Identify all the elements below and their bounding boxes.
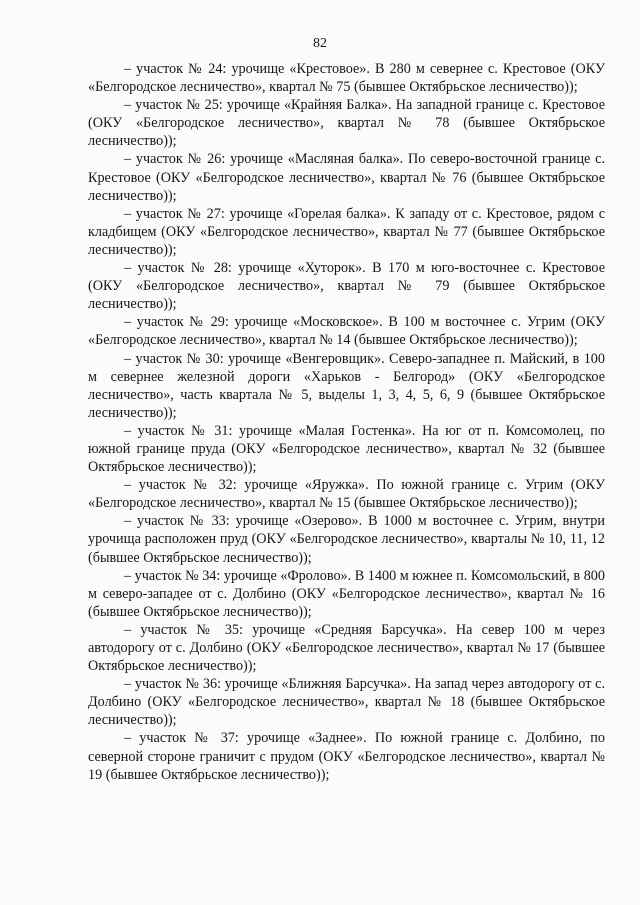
list-item: – участок № 36: урочище «Ближняя Барсучка». На запад через автодорогу от с. Долбино (ОКУ «Белгородское лесничество», квартал № 18 (бывшее Октябрьское лесничество)); [88, 676, 605, 729]
list-item: – участок № 35: урочище «Средняя Барсучка». На север 100 м через автодорогу от с. Долбино (ОКУ «Белгородское лесничество», квартал № 17 (бывшее Октябрьское лесничество)); [88, 621, 605, 675]
list-item: – участок № 32: урочище «Яружка». По южной границе с. Угрим (ОКУ «Белгородское лесничество», квартал № 15 (бывшее Октябрьское лесничество)); [88, 477, 605, 512]
document-body [88, 60, 605, 784]
list-item: – участок № 24: урочище «Крестовое». В 280 м севернее с. Крестовое (ОКУ «Белгородское лесничество», квартал № 75 (бывшее Октябрьское лесничество)); [88, 61, 605, 96]
list-item: – участок № 28: урочище «Хуторок». В 170 м юго-восточнее с. Крестовое (ОКУ «Белгородское лесничество», квартал № 79 (бывшее Октябрьское лесничество)); [88, 260, 605, 313]
list-item: – участок № 30: урочище «Венгеровщик». Северо-западнее п. Майский, в 100 м севернее железной дороги «Харьков - Белгород» (ОКУ «Белгородское лесничество», часть квартала № 5, выделы 1, 3, 4, 5, 6, 9 (бывшее Октябрьское лесничество)); [88, 350, 605, 421]
list-item: – участок № 27: урочище «Горелая балка». К западу от с. Крестовое, рядом с кладбищем (ОКУ «Белгородское лесничество», квартал № 77 (бывшее Октябрьское лесничество)); [88, 205, 605, 258]
list-item: – участок № 37: урочище «Заднее». По южной границе с. Долбино, по северной стороне граничит с прудом (ОКУ «Белгородское лесничество», квартал № 19 (бывшее Октябрьское лесничество)); [88, 730, 605, 783]
list-item: – участок № 31: урочище «Малая Гостенка». На юг от п. Комсомолец, по южной границе пруда (ОКУ «Белгородское лесничество», квартал № 32 (бывшее Октябрьское лесничество)); [88, 422, 605, 476]
page-number: 82 [313, 36, 327, 51]
list-item: – участок № 29: урочище «Московское». В 100 м восточнее с. Угрим (ОКУ «Белгородское лесничество», квартал № 14 (бывшее Октябрьское лесничество)); [88, 314, 605, 349]
list-item: – участок № 26: урочище «Масляная балка». По северо-восточной границе с. Крестовое (ОКУ «Белгородское лесничество», квартал № 76 (бывшее Октябрьское лесничество)); [88, 151, 605, 204]
list-item: – участок № 25: урочище «Крайняя Балка». На западной границе с. Крестовое (ОКУ «Белгородское лесничество», квартал № 78 (бывшее Октябрьское лесничество)); [88, 97, 605, 150]
list-item: – участок № 34: урочище «Фролово». В 1400 м южнее п. Комсомольский, в 800 м северо-западее от с. Долбино (ОКУ «Белгородское лесничество», квартал № 16 (бывшее Октябрьское лесничество)); [88, 567, 605, 620]
list-item: – участок № 33: урочище «Озерово». В 1000 м восточнее с. Угрим, внутри урочища расположен пруд (ОКУ «Белгородское лесничество», кварталы № 10, 11, 12 (бывшее Октябрьское лесничество)); [88, 513, 605, 566]
